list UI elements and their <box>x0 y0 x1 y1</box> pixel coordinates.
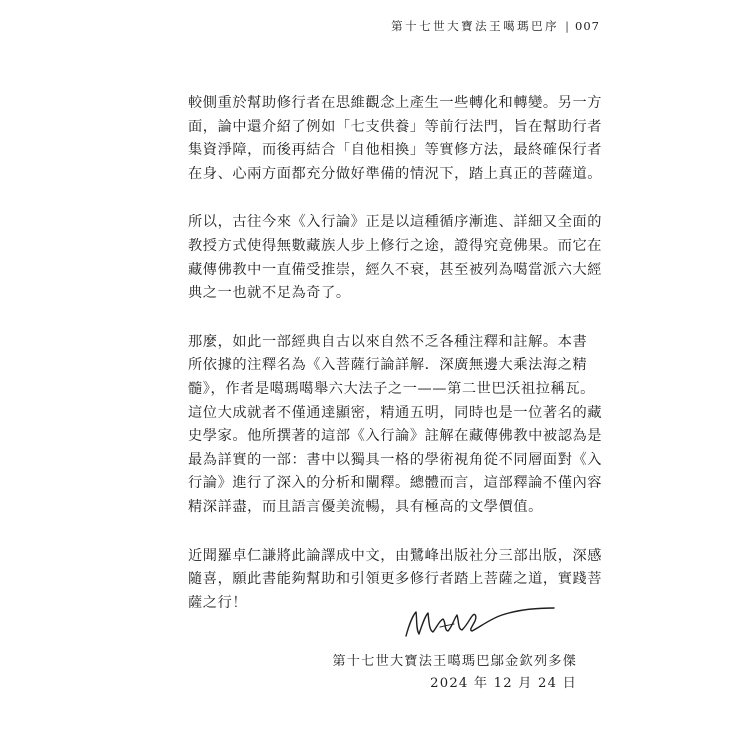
paragraph-line: 薩之行！ <box>188 594 248 611</box>
paragraph-line: 典之一也就不足為奇了。 <box>188 285 351 302</box>
paragraph-line: 隨喜，願此書能夠幫助和引領更多修行者踏上菩薩之道，實踐菩 <box>188 571 603 588</box>
paragraph-1 <box>188 92 603 186</box>
paragraph-line: 較側重於幫助修行者在思維觀念上產生一些轉化和轉變。另一方 <box>188 95 603 111</box>
header-separator: | <box>565 19 570 33</box>
paragraph-line: 教授方式使得無數藏族人步上修行之途，證得究竟佛果。而它在 <box>188 237 603 254</box>
paragraph-line: 行論》進行了深入的分析和闡釋。總體而言，這部釋論不僅內容 <box>188 475 603 492</box>
paragraph-line: 精深詳盡，而且語言優美流暢，具有極高的文學價值。 <box>188 498 543 515</box>
paragraph-line: 近聞羅卓仁謙將此論譯成中文，由鷺峰出版社分三部出版，深感 <box>188 547 603 564</box>
running-title: 第十七世大寶法王噶瑪巴序 <box>391 19 560 33</box>
closing-signature-block <box>332 651 577 695</box>
paragraph-line: 面，論中還介紹了例如「七支供養」等前行法門，旨在幫助行者 <box>188 118 603 135</box>
paragraph-2 <box>188 211 603 305</box>
paragraph-line: 集資淨障，而後再結合「自他相換」等實修方法，最終確保行者 <box>188 142 603 159</box>
paragraph-line: 在身、心兩方面都充分做好準備的情況下，踏上真正的菩薩道。 <box>188 165 603 182</box>
signing-date: 2024 年 12 月 24 日 <box>430 676 577 691</box>
running-header <box>391 18 600 34</box>
body-text <box>188 92 603 640</box>
page-number: 007 <box>575 19 600 33</box>
paragraph-3 <box>188 331 603 520</box>
paragraph-line: 所依據的注釋名為《入菩薩行論詳解．深廣無邊大乘法海之精 <box>188 357 588 374</box>
paragraph-line: 最為詳實的一部：書中以獨具一格的學術視角從不同層面對《入 <box>188 451 603 468</box>
author-name: 第十七世大寶法王噶瑪巴鄔金欽列多傑 <box>332 654 577 669</box>
paragraph-line: 史學家。他所撰著的這部《入行論》註解在藏傳佛教中被認為是 <box>188 428 603 445</box>
handwritten-signature <box>402 603 562 643</box>
paragraph-line: 藏傳佛教中一直備受推崇，經久不衰，甚至被列為噶當派六大經 <box>188 261 603 278</box>
paragraph-line: 所以，古往今來《入行論》正是以這種循序漸進、詳細又全面的 <box>188 214 603 231</box>
paragraph-line: 那麼，如此一部經典自古以來自然不乏各種注釋和註解。本書 <box>188 333 588 350</box>
paragraph-line: 髓》，作者是噶瑪噶舉六大法子之一——第二世巴沃祖拉稱瓦。 <box>188 380 595 397</box>
paragraph-line: 這位大成就者不僅通達顯密，精通五明，同時也是一位著名的藏 <box>188 404 603 421</box>
